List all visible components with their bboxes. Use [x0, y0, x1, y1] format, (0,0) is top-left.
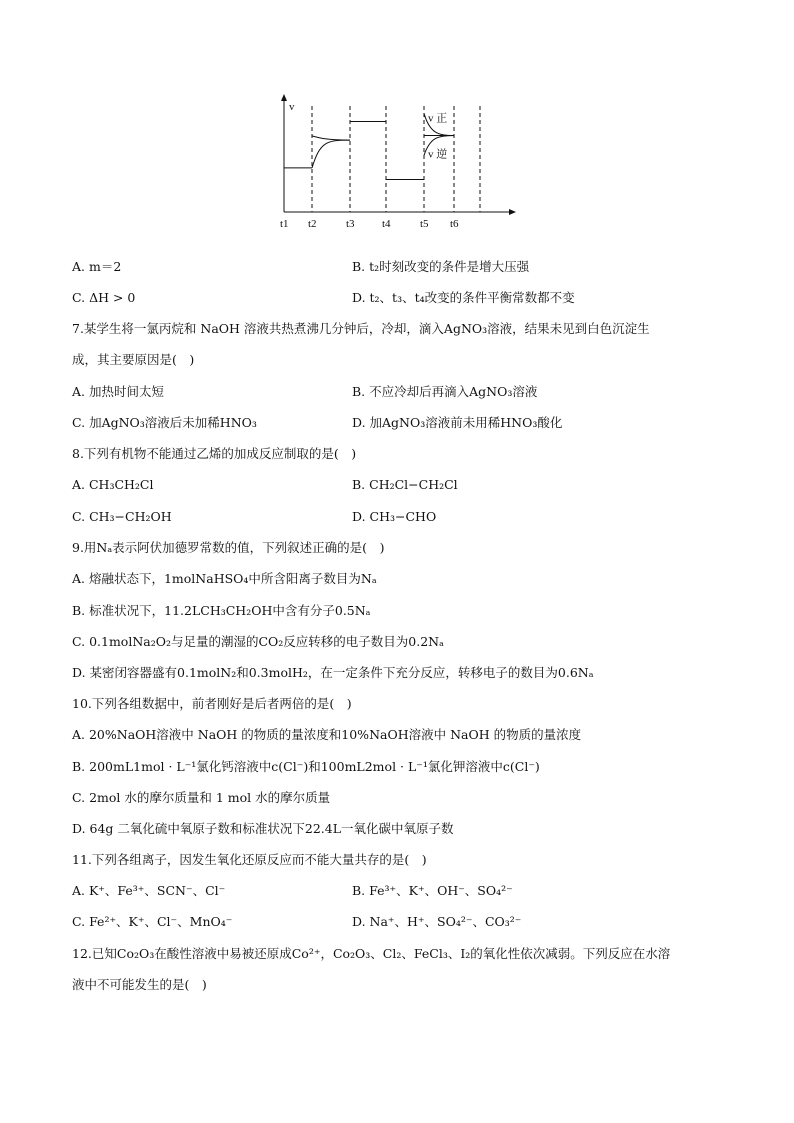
rate-time-chart	[270, 92, 530, 232]
q7-stem-line2: 成，其主要原因是( )	[72, 352, 195, 367]
annotation-v-forward: v 正	[428, 112, 448, 125]
curve-t2-upper	[312, 136, 350, 140]
q10-stem: 10.下列各组数据中，前者刚好是后者两倍的是( )	[72, 696, 352, 711]
q12-stem-line1: 12.已知Co₂O₃在酸性溶液中易被还原成Co²⁺，Co₂O₃、Cl₂、FeCl₃、I₂的氧化性依次减弱。下列反应在水溶	[72, 946, 671, 961]
y-axis-arrow	[281, 94, 287, 101]
x-tick-label-t3: t3	[346, 218, 355, 230]
q7-option-b: B. 不应冷却后再滴入AgNO₃溶液	[352, 384, 538, 399]
q8-option-b: B. CH₂Cl−CH₂Cl	[352, 477, 458, 492]
q10-option-d: D. 64g 二氧化硫中氧原子数和标准状况下22.4L一氧化碳中氧原子数	[72, 821, 454, 836]
q7-option-c: C. 加AgNO₃溶液后未加稀HNO₃	[72, 415, 257, 430]
x-tick-label-t5: t5	[420, 218, 429, 230]
q7-stem-line1: 7.某学生将一氯丙烷和 NaOH 溶液共热煮沸几分钟后，冷却，滴入AgNO₃溶液，结果未见到白色沉淀生	[72, 321, 650, 336]
x-tick-label-t1: t1	[280, 218, 289, 230]
q11-option-a: A. K⁺、Fe³⁺、SCN⁻、Cl⁻	[72, 883, 226, 898]
q11-option-c: C. Fe²⁺、K⁺、Cl⁻、MnO₄⁻	[72, 914, 233, 929]
y-axis-label: v	[289, 101, 295, 113]
q6-option-d: D. t₂、t₃、t₄改变的条件平衡常数都不变	[352, 290, 575, 305]
q8-option-c: C. CH₃−CH₂OH	[72, 509, 172, 524]
q9-option-c: C. 0.1molNa₂O₂与足量的潮湿的CO₂反应转移的电子数目为0.2Nₐ	[72, 634, 444, 649]
q8-option-a: A. CH₃CH₂Cl	[72, 477, 154, 492]
x-tick-label-t6: t6	[450, 218, 459, 230]
x-tick-label-t2: t2	[308, 218, 317, 230]
curve-t2-lower	[312, 140, 350, 168]
x-axis-arrow	[509, 209, 516, 215]
q6-option-c: C. ΔH > 0	[72, 290, 136, 305]
q6-option-a: A. m＝2	[72, 259, 122, 274]
q6-option-b: B. t₂时刻改变的条件是增大压强	[352, 259, 530, 274]
q7-option-d: D. 加AgNO₃溶液前未用稀HNO₃酸化	[352, 415, 563, 430]
q10-option-a: A. 20%NaOH溶液中 NaOH 的物质的量浓度和10%NaOH溶液中 NaOH 的物质的量浓度	[72, 727, 582, 742]
q12-stem-line2: 液中不可能发生的是( )	[72, 977, 207, 992]
q9-stem: 9.用Nₐ表示阿伏加德罗常数的值，下列叙述正确的是( )	[72, 540, 385, 555]
q9-option-d: D. 某密闭容器盛有0.1molN₂和0.3molH₂，在一定条件下充分反应，转移电子的数目为0.6Nₐ	[72, 665, 594, 680]
annotation-v-reverse: v 逆	[428, 148, 448, 161]
q10-option-b: B. 200mL1mol · L⁻¹氯化钙溶液中c(Cl⁻)和100mL2mol · L⁻¹氯化钾溶液中c(Cl⁻)	[72, 759, 540, 774]
q7-option-a: A. 加热时间太短	[72, 384, 164, 399]
q9-option-b: B. 标准状况下，11.2LCH₃CH₂OH中含有分子0.5Nₐ	[72, 603, 371, 618]
q11-stem: 11.下列各组离子，因发生氧化还原反应而不能大量共存的是( )	[72, 852, 427, 867]
q8-stem: 8.下列有机物不能通过乙烯的加成反应制取的是( )	[72, 446, 357, 461]
q11-option-d: D. Na⁺、H⁺、SO₄²⁻、CO₃²⁻	[352, 914, 522, 929]
q11-option-b: B. Fe³⁺、K⁺、OH⁻、SO₄²⁻	[352, 883, 513, 898]
q10-option-c: C. 2mol 水的摩尔质量和 1 mol 水的摩尔质量	[72, 790, 331, 805]
x-tick-label-t4: t4	[382, 218, 391, 230]
q8-option-d: D. CH₃−CHO	[352, 509, 437, 524]
q9-option-a: A. 熔融状态下，1molNaHSO₄中所含阳离子数目为Nₐ	[72, 571, 377, 586]
